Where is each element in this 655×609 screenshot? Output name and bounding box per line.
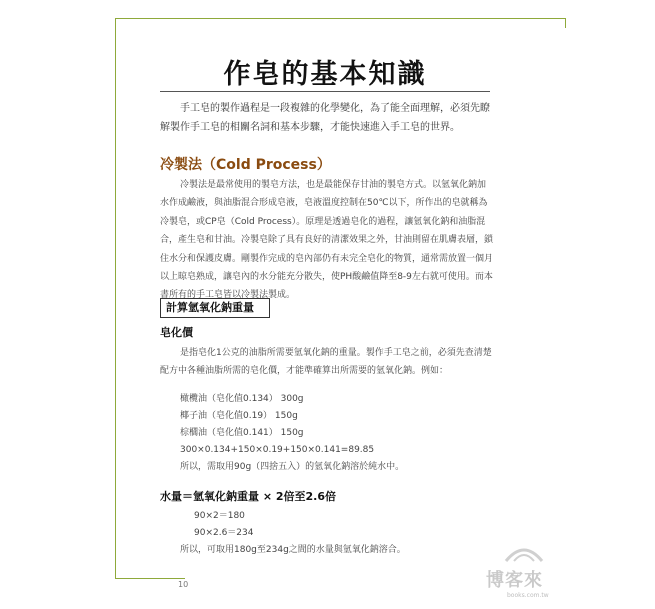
intro-paragraph: 手工皂的製作過程是一段複雜的化學變化，為了能全面理解，必須先瞭解製作手工皂的相關名詞和基本步驟，才能快速進入手工皂的世界。 [160, 103, 490, 133]
calc-line: 椰子油（皂化值0.19） 150g [180, 411, 298, 421]
calc-line: 橄欖油（皂化值0.134） 300g [180, 394, 304, 404]
calc-line: 棕櫚油（皂化值0.141） 150g [180, 428, 304, 438]
naoh-section-title: 計算氫氧化鈉重量 [160, 298, 270, 318]
saponification-heading: 皂化價 [160, 326, 193, 339]
water-formula-heading: 水量＝氫氧化鈉重量 × 2倍至2.6倍 [160, 490, 337, 503]
page-border-top [115, 18, 565, 19]
water-line: 90×2＝180 [194, 511, 245, 521]
page-border-left [115, 18, 116, 578]
water-line: 90×2.6＝234 [194, 528, 254, 538]
page-number: 10 [178, 580, 189, 589]
saponification-paragraph: 是指皂化1公克的油脂所需要氫氧化鈉的重量。製作手工皂之前，必須先查清楚配方中各種油脂所需的皂化價，才能準確算出所需要的氫氧化鈉。例如： [160, 348, 492, 377]
cold-process-heading: 冷製法（Cold Process） [160, 157, 331, 173]
title-underline [160, 91, 490, 92]
calc-line: 300×0.134+150×0.19+150×0.141=89.85 [180, 445, 375, 455]
page-title: 作皂的基本知識 [223, 59, 427, 90]
watermark-url: books.com.tw [507, 592, 549, 599]
watermark-text: 博客來 [486, 570, 543, 591]
page-border-right-tick [565, 18, 566, 28]
page-border-bottom [115, 578, 185, 579]
cold-process-paragraph: 冷製法是最常使用的製皂方法，也是最能保存甘油的製皂方式。以氫氧化鈉加水作成鹼液，與油脂混合形成皂液，皂液溫度控制在50℃以下，所作出的皂就稱為冷製皂，或CP皂（Cold Process）。原理是透過皂化的過程，讓氫氧化鈉和油脂混合，產生皂和甘油。冷製皂除了具有良好的清潔效果之外，甘油則留在肌膚表層，鎖住水分和保護皮膚。剛製作完成的皂內部仍有未完全皂化的物質，通常需放置一個月以上晾皂熟成，讓皂內的水分能充分散失，使PH酸鹼值降至8-9左右就可使用。而本書所有的手工皂皆以冷製法製成。 [160, 180, 494, 301]
water-line: 所以，可取用180g至234g之間的水量與氫氧化鈉溶合。 [180, 545, 406, 555]
water-calculation [180, 508, 500, 559]
naoh-calculation [180, 391, 480, 476]
calc-line: 所以，需取用90g（四捨五入）的氫氧化鈉溶於純水中。 [180, 462, 405, 472]
